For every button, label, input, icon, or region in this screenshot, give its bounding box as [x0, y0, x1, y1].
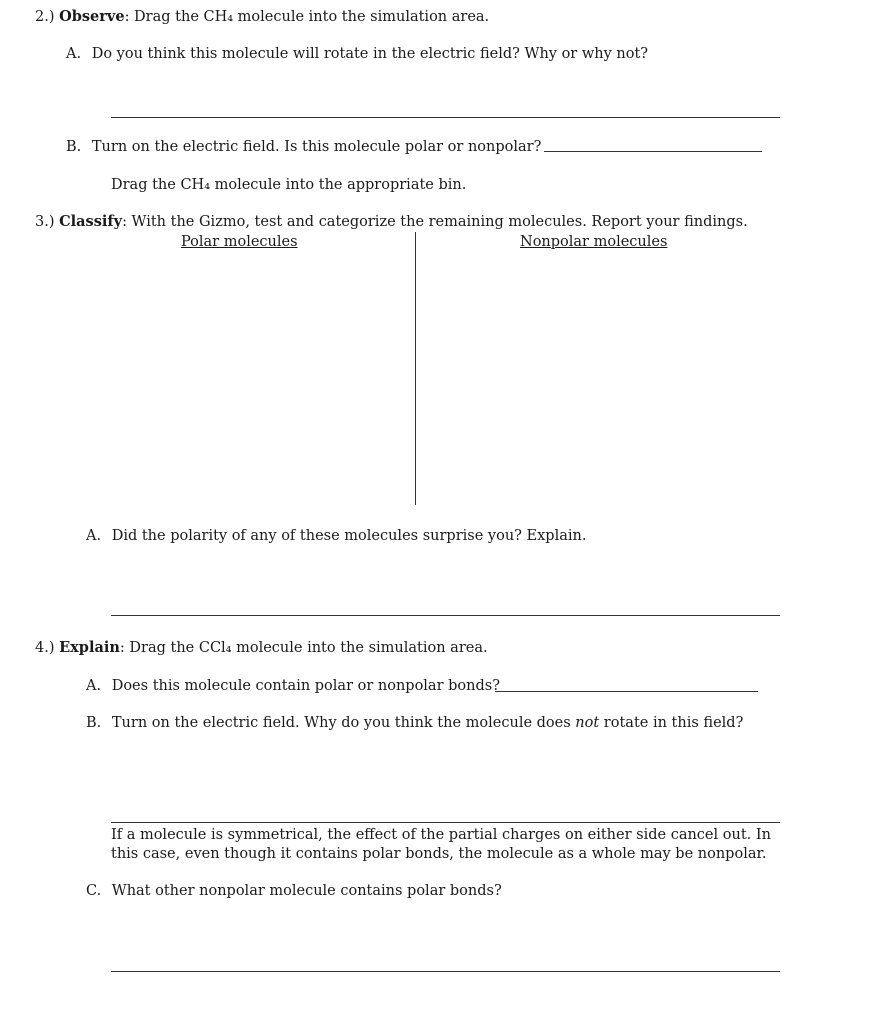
q4-b-answer-line[interactable] — [111, 822, 780, 823]
q3-part-a — [86, 527, 586, 545]
q4-c-answer-line[interactable] — [111, 971, 780, 972]
q4-a-answer-line[interactable] — [495, 691, 758, 692]
q4-c-text: What other nonpolar molecule contains polar bonds? — [111, 883, 502, 899]
symmetry-note: If a molecule is symmetrical, the effect of the partial charges on either side cancel out. In this case, even though it contains polar bonds, the molecule as a whole may be nonpolar. — [111, 827, 771, 862]
column-divider — [415, 232, 416, 505]
q3-number: 3.) — [35, 214, 55, 230]
q2-text: : Drag the CH₄ molecule into the simulation area. — [124, 9, 490, 25]
q2-number: 2.) — [35, 9, 55, 25]
q2-heading — [35, 8, 489, 26]
q4-a-letter: A. — [86, 678, 102, 694]
q4-a-text: Does this molecule contain polar or nonpolar bonds? — [111, 678, 500, 694]
q4-number: 4.) — [35, 640, 55, 656]
q4-b-emphasis: not — [575, 715, 600, 731]
q3-label: Classify — [59, 213, 123, 230]
q2-part-a — [66, 45, 648, 63]
q2-a-letter: A. — [66, 46, 82, 62]
q2-a-answer-line[interactable] — [111, 117, 780, 118]
q4-heading — [35, 639, 488, 657]
q4-b-text-before: Turn on the electric field. Why do you think the molecule does — [111, 715, 576, 731]
q4-label: Explain — [59, 639, 120, 656]
q3-a-answer-line[interactable] — [111, 615, 780, 616]
q3-a-letter: A. — [86, 528, 102, 544]
q2-part-b — [66, 138, 541, 156]
q2-b-text: Turn on the electric field. Is this molecule polar or nonpolar? — [91, 139, 542, 155]
q2-drag-instruction: Drag the CH₄ molecule into the appropriate bin. — [111, 177, 467, 193]
q3-text: : With the Gizmo, test and categorize the remaining molecules. Report your findings. — [122, 214, 748, 230]
q4-b-letter: B. — [86, 715, 102, 731]
q4-part-c — [86, 882, 502, 900]
q4-text: : Drag the CCl₄ molecule into the simulation area. — [119, 640, 488, 656]
q4-c-letter: C. — [86, 883, 102, 899]
q4-part-b — [86, 714, 743, 732]
polar-column-header: Polar molecules — [181, 234, 298, 250]
q3-a-text: Did the polarity of any of these molecules surprise you? Explain. — [111, 528, 587, 544]
nonpolar-column-header: Nonpolar molecules — [520, 234, 668, 250]
q2-b-answer-line[interactable] — [544, 151, 762, 152]
q4-part-a — [86, 677, 500, 695]
q2-a-text: Do you think this molecule will rotate in the electric field? Why or why not? — [91, 46, 649, 62]
q2-b-letter: B. — [66, 139, 82, 155]
q3-heading — [35, 213, 748, 231]
q4-b-text-after: rotate in this field? — [599, 715, 744, 731]
q2-label: Observe — [59, 8, 125, 25]
